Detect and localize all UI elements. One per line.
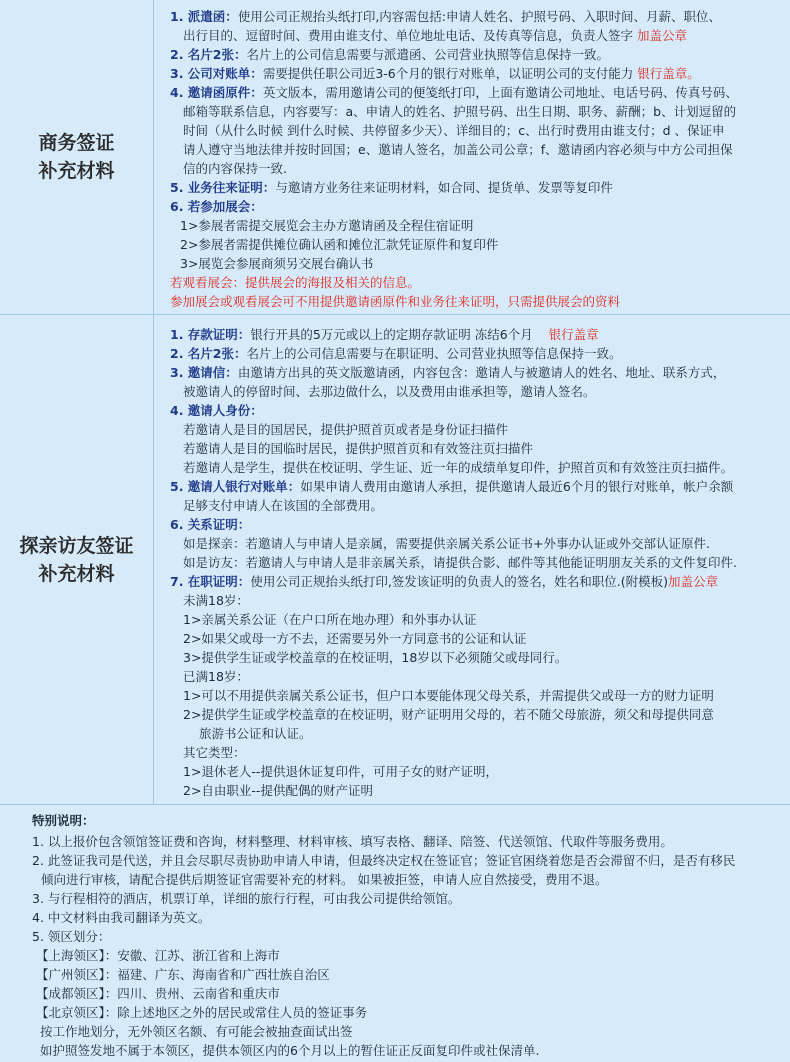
item-text: 若邀请人是目的国居民，提供护照首页或者是身份证扫描件 (183, 422, 509, 437)
list-item (170, 401, 782, 420)
item-text: 旅游书公证和认证。 (199, 726, 312, 741)
item-text: 与邀请方业务往来证明材料，如合同、提货单、发票等复印件 (275, 180, 613, 195)
business-section-title (0, 0, 154, 314)
item-heading: 4. 邀请人身份： (170, 403, 263, 418)
family-section-title (0, 315, 154, 804)
note-item: 2. 此签证我司是代送，并且会尽职尽责协助申请人申请，但最终决定权在签证官；签证官困绕着您是否会滞留不归，是否有移民 (32, 853, 736, 868)
note-item: 【广州领区】：福建、广东、海南省和广西壮族自治区 (36, 967, 330, 982)
item-heading: 5. 邀请人银行对账单： (170, 479, 301, 494)
list-item (170, 686, 782, 705)
item-text: 请人遵守当地法律并按时回国；e、邀请人签名，加盖公司公章；f、邀请函内容必须与中方公司担保 (183, 142, 733, 157)
list-item (170, 216, 782, 235)
item-text: 已满18岁： (183, 669, 249, 684)
note-item: 如护照签发地不属于本领区，提供本领区内的6个月以上的暂住证正反面复印件或社保清单. (40, 1043, 540, 1058)
list-item (170, 439, 782, 458)
list-item (170, 667, 782, 686)
business-title-line2: 补充材料 (38, 160, 115, 182)
business-section (0, 0, 790, 315)
item-text: 若邀请人是学生，提供在校证明、学生证、近一年的成绩单复印件，护照首页和有效签注页扫描件。 (183, 460, 734, 475)
list-item (170, 64, 782, 83)
list-item (170, 477, 782, 496)
item-heading: 7. 在职证明： (170, 574, 251, 589)
item-text: 出行目的、逗留时间、费用由谁支付、单位地址电话、及传真等信息，负责人签字 (183, 28, 634, 43)
red-note-text: 若观看展会：提供展会的海报及相关的信息。 (170, 275, 421, 290)
item-text: 英文版本，需用邀请公司的便笺纸打印，上面有邀请公司地址、电话号码、传真号码、 (262, 85, 738, 100)
list-item (170, 363, 782, 382)
list-item (170, 45, 782, 64)
item-heading: 3. 公司对账单： (170, 66, 263, 81)
item-heading: 3. 邀请信： (170, 365, 238, 380)
red-note (170, 273, 782, 292)
list-item (170, 102, 782, 121)
business-title-line1: 商务签证 (38, 132, 115, 154)
item-text: 3>提供学生证或学校盖章的在校证明，18岁以下必须随父或母同行。 (183, 650, 568, 665)
list-item (170, 648, 782, 667)
red-note: 银行盖章。 (637, 66, 700, 81)
item-heading: 6. 关系证明： (170, 517, 251, 532)
item-heading: 1. 派遣函： (170, 9, 238, 24)
list-item (170, 382, 782, 401)
red-note-text: 参加展会或观看展会可不用提供邀请函原件和业务往来证明，只需提供展会的资料 (170, 294, 621, 309)
item-text: 1>亲属关系公证（在户口所在地办理）和外事办认证 (183, 612, 477, 627)
list-item (170, 26, 782, 45)
item-heading: 4. 邀请函原件： (170, 85, 263, 100)
item-text: 被邀请人的停留时间、去那边做什么，以及费用由谁承担等，邀请人签名。 (183, 384, 596, 399)
list-item (170, 762, 782, 781)
list-item (170, 344, 782, 363)
list-item (170, 7, 782, 26)
item-heading: 2. 名片2张： (170, 47, 247, 62)
list-item (170, 743, 782, 762)
item-text: 如是访友：若邀请人与申请人是非亲属关系，请提供合影、邮件等其他能证明朋友关系的文件复印件. (183, 555, 737, 570)
item-text: 银行开具的5万元或以上的定期存款证明 冻结6个月 (250, 327, 533, 342)
item-text: 需要提供任职公司近3-6个月的银行对账单，以证明公司的支付能力 (262, 66, 634, 81)
notes-title: 特别说明： (32, 813, 95, 828)
list-item (170, 515, 782, 534)
note-item: 【北京领区】：除上述地区之外的居民或常住人员的签证事务 (36, 1005, 368, 1020)
item-text: 足够支付申请人在该国的全部费用。 (183, 498, 384, 513)
list-item (170, 178, 782, 197)
note-item: 4. 中文材料由我司翻译为英文。 (32, 910, 211, 925)
item-text: 2>参展者需提供摊位确认函和摊位汇款凭证原件和复印件 (180, 237, 499, 252)
list-item (170, 420, 782, 439)
item-heading: 5. 业务往来证明： (170, 180, 276, 195)
list-item (170, 629, 782, 648)
item-text: 如果申请人费用由邀请人承担，提供邀请人最近6个月的银行对账单，帐户余额 (300, 479, 734, 494)
list-item (170, 235, 782, 254)
list-item (170, 705, 782, 724)
red-note: 银行盖章 (548, 327, 599, 342)
note-item: 按工作地划分，无外领区名额、有可能会被抽查面试出签 (40, 1024, 353, 1039)
note-item: 【成都领区】：四川、贵州、云南省和重庆市 (36, 986, 280, 1001)
note-item: 【上海领区】：安徽、江苏、浙江省和上海市 (36, 948, 280, 963)
item-text: 1>可以不用提供亲属关系公证书，但户口本要能体现父母关系，并需提供父或母一方的财力证明 (183, 688, 714, 703)
list-item (170, 724, 782, 743)
note-item: 倾向进行审核，请配合提供后期签证官需要补充的材料。 如果被拒签，申请人应自然接受，费用不退。 (41, 872, 608, 887)
item-text: 其它类型： (183, 745, 246, 760)
list-item (170, 325, 782, 344)
item-heading: 1. 存款证明： (170, 327, 251, 342)
red-note (170, 292, 782, 311)
note-item: 5. 领区划分： (32, 929, 111, 944)
item-text: 如是探亲：若邀请人与申请人是亲属，需要提供亲属关系公证书+外事办认证或外交部认证原件. (183, 536, 710, 551)
item-text: 未满18岁： (183, 593, 249, 608)
item-text: 名片上的公司信息需要与派遣函、公司营业执照等信息保持一致。 (246, 47, 610, 62)
list-item (170, 121, 782, 140)
list-item (170, 496, 782, 515)
item-text: 由邀请方出具的英文版邀请函，内容包含：邀请人与被邀请人的姓名、地址、联系方式， (237, 365, 726, 380)
list-item (170, 553, 782, 572)
family-content (170, 325, 782, 800)
item-heading: 2. 名片2张： (170, 346, 247, 361)
list-item (170, 534, 782, 553)
list-item (170, 254, 782, 273)
red-note: 加盖公章 (637, 28, 688, 43)
item-text: 2>提供学生证或学校盖章的在校证明，财产证明用父母的，若不随父母旅游，须父和母提供同意 (183, 707, 714, 722)
item-text: 3>展览会参展商须另交展台确认书 (180, 256, 374, 271)
note-item: 1. 以上报价包含领馆签证费和咨询，材料整理、材料审核、填写表格、翻译、陪签、代送领馆、代取件等服务费用。 (32, 834, 673, 849)
business-content (170, 7, 782, 311)
list-item (170, 572, 782, 591)
item-heading: 6. 若参加展会： (170, 199, 263, 214)
list-item (170, 83, 782, 102)
red-note: 加盖公章 (668, 574, 719, 589)
list-item (170, 197, 782, 216)
item-text: 名片上的公司信息需要与在职证明、公司营业执照等信息保持一致。 (246, 346, 622, 361)
special-notes (0, 804, 790, 1062)
family-section (0, 315, 790, 805)
item-text: 邮箱等联系信息，内容要写：a、申请人的姓名、护照号码、出生日期、职务、薪酬；b、计划逗留的 (183, 104, 737, 119)
item-text: 1>参展者需提交展览会主办方邀请函及全程住宿证明 (180, 218, 474, 233)
list-item (170, 610, 782, 629)
list-item (170, 159, 782, 178)
list-item (170, 591, 782, 610)
item-text: 2>自由职业--提供配偶的财产证明 (183, 783, 373, 798)
family-title-line2: 补充材料 (38, 562, 115, 585)
list-item (170, 458, 782, 477)
item-text: 使用公司正规抬头纸打印,内容需包括:申请人姓名、护照号码、入职时间、月薪、职位、 (237, 9, 721, 24)
item-text: 1>退休老人--提供退休证复印件，可用子女的财产证明， (183, 764, 498, 779)
note-item: 3. 与行程相符的酒店，机票订单，详细的旅行行程，可由我公司提供给领馆。 (32, 891, 461, 906)
item-text: 时间（从什么时候 到什么时候、共停留多少天）、详细目的；c、出行时费用由谁支付；d 、保证申 (183, 123, 725, 138)
item-text: 2>如果父或母一方不去，还需要另外一方同意书的公证和认证 (183, 631, 527, 646)
list-item (170, 140, 782, 159)
item-text: 使用公司正规抬头纸打印,签发该证明的负责人的签名，姓名和职位.(附模板) (250, 574, 669, 589)
family-title-line1: 探亲访友签证 (19, 534, 134, 557)
item-text: 若邀请人是目的国临时居民，提供护照首页和有效签注页扫描件 (183, 441, 534, 456)
item-text: 信的内容保持一致. (183, 161, 287, 176)
list-item (170, 781, 782, 800)
